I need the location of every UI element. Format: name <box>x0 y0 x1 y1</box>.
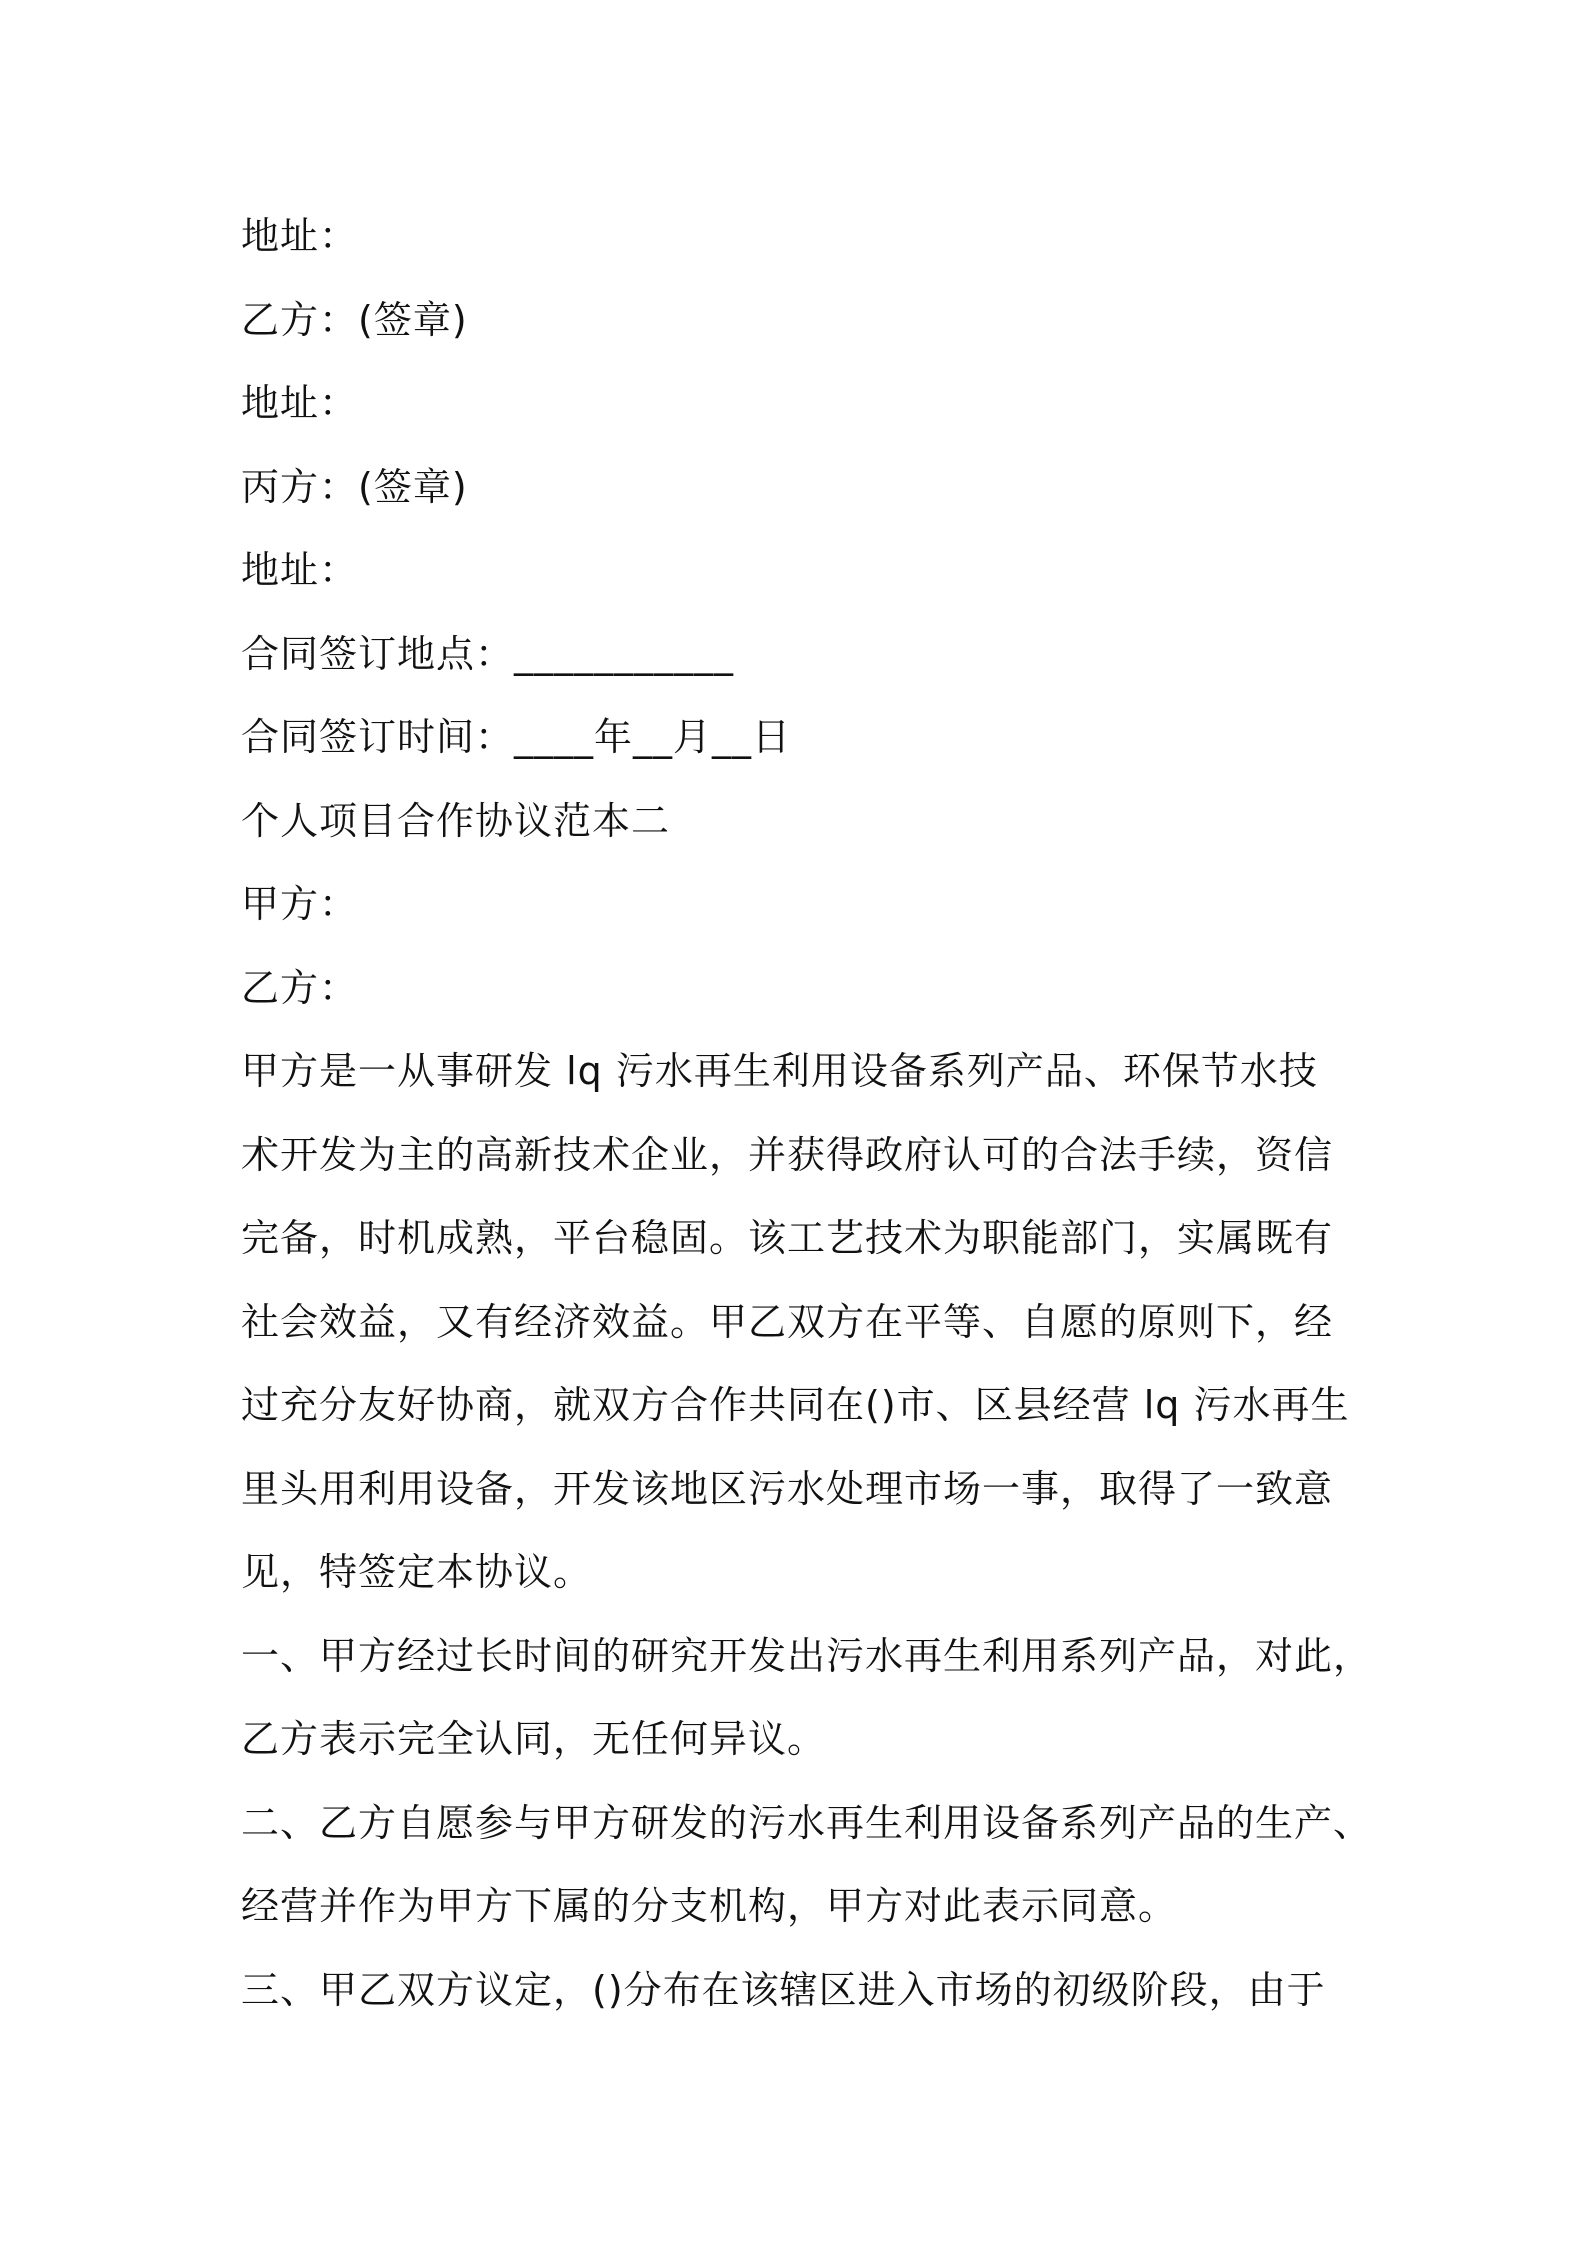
clause-one-line: 乙方表示完全认同，无任何异议。 <box>241 1717 827 1761</box>
party-b-signature-line: 乙方：(签章) <box>241 297 468 342</box>
section-title: 个人项目合作协议范本二 <box>241 798 671 843</box>
clause-two-line: 二、乙方自愿参与甲方研发的污水再生利用设备系列产品的生产、 <box>241 1800 1373 1845</box>
body-paragraph-line: 甲方是一从事研发 lq 污水再生利用设备系列产品、环保节水技 <box>241 1049 1318 1093</box>
party-b-address-line: 地址： <box>241 381 359 425</box>
party-c-address-line: 地址： <box>241 548 359 592</box>
body-paragraph-line: 完备，时机成熟，平台稳固。该工艺技术为职能部门，实属既有 <box>241 1216 1334 1260</box>
body-paragraph-line: 过充分友好协商，就双方合作共同在()市、区县经营 lq 污水再生 <box>241 1383 1350 1427</box>
clause-three-line: 三、甲乙双方议定，()分布在该辖区进入市场的初级阶段，由于 <box>241 1967 1326 2012</box>
body-paragraph-line: 见，特签定本协议。 <box>241 1550 593 1594</box>
clause-two-line: 经营并作为甲方下属的分支机构，甲方对此表示同意。 <box>241 1884 1178 1928</box>
body-paragraph-line: 术开发为主的高新技术企业，并获得政府认可的合法手续，资信 <box>241 1132 1334 1177</box>
document-body <box>241 195 1381 2032</box>
party-c-signature-line: 丙方：(签章) <box>241 464 468 509</box>
party-a-line: 甲方： <box>241 882 359 926</box>
signing-date-line: 合同签订时间：____年__月__日 <box>241 715 792 759</box>
signing-place-line: 合同签订地点：___________ <box>241 631 735 676</box>
clause-one-line: 一、甲方经过长时间的研究开发出污水再生利用系列产品，对此， <box>241 1633 1373 1678</box>
party-a-address-line: 地址： <box>241 214 359 258</box>
body-paragraph-line: 社会效益，又有经济效益。甲乙双方在平等、自愿的原则下，经 <box>241 1299 1334 1344</box>
body-paragraph-line: 里头用利用设备，开发该地区污水处理市场一事，取得了一致意 <box>241 1466 1334 1511</box>
party-b-line: 乙方： <box>241 965 359 1010</box>
